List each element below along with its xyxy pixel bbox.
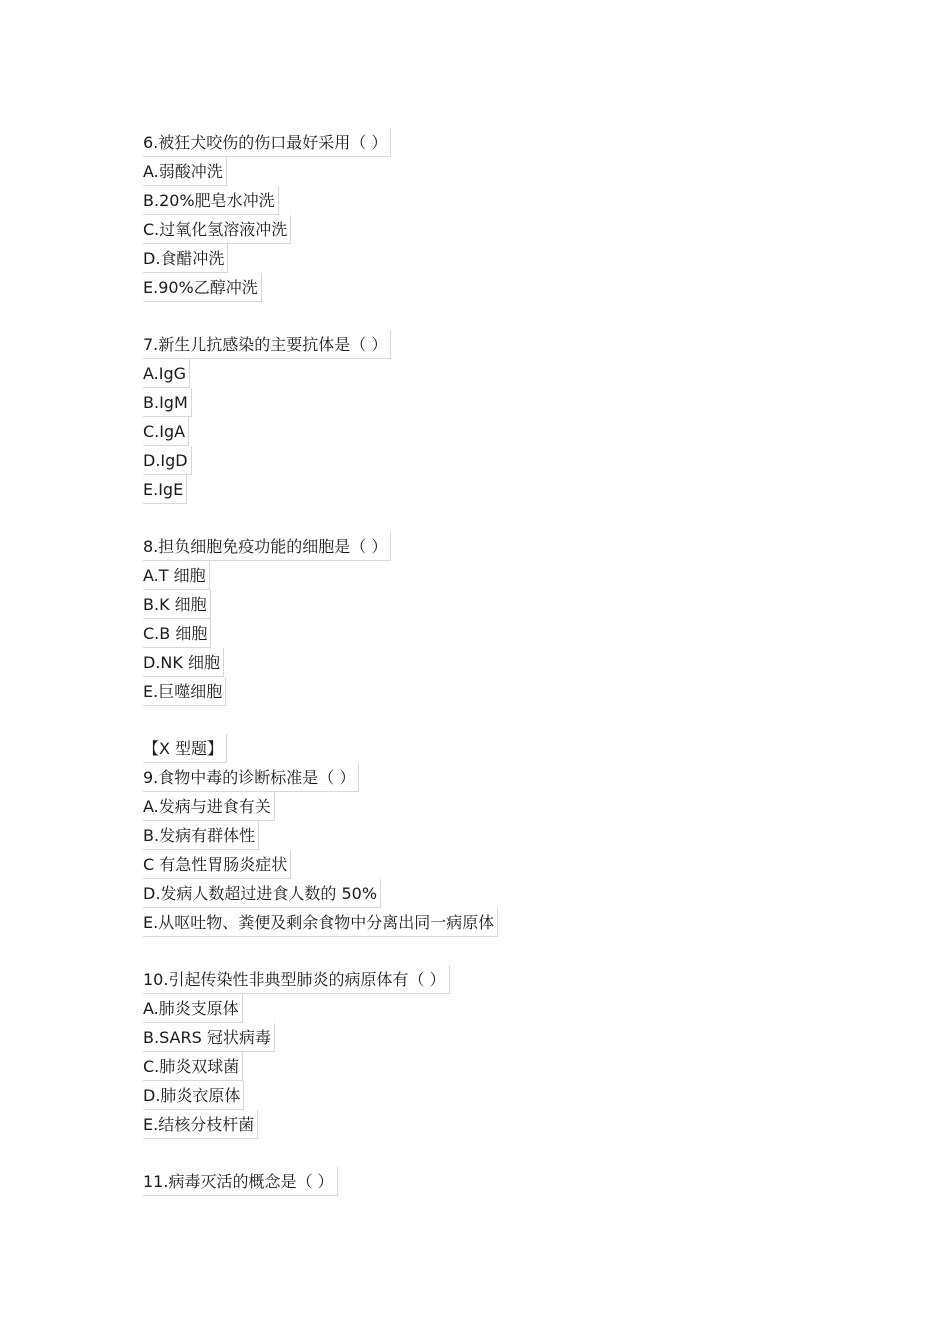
question-stem: 7.新生儿抗感染的主要抗体是（ ） — [143, 330, 391, 359]
option-a: A.IgG — [143, 359, 190, 388]
option-a: A.T 细胞 — [143, 561, 210, 590]
question-8 — [143, 532, 863, 706]
question-9 — [143, 734, 863, 937]
option-d: D.肺炎衣原体 — [143, 1081, 244, 1110]
option-a: A.弱酸冲洗 — [143, 157, 227, 186]
option-c: C.肺炎双球菌 — [143, 1052, 243, 1081]
option-c: C 有急性胃肠炎症状 — [143, 850, 291, 879]
question-stem: 10.引起传染性非典型肺炎的病原体有（ ） — [143, 965, 450, 994]
option-d: D.NK 细胞 — [143, 648, 224, 677]
option-a: A.发病与进食有关 — [143, 792, 275, 821]
option-c: C.过氧化氢溶液冲洗 — [143, 215, 291, 244]
question-11 — [143, 1167, 863, 1196]
question-6 — [143, 128, 863, 302]
document-page — [143, 128, 863, 1196]
option-d: D.IgD — [143, 446, 192, 475]
question-stem: 11.病毒灭活的概念是（ ） — [143, 1167, 338, 1196]
question-10 — [143, 965, 863, 1139]
option-d: D.发病人数超过进食人数的 50% — [143, 879, 381, 908]
option-e: E.90%乙醇冲洗 — [143, 273, 262, 302]
section-heading: 【X 型题】 — [143, 734, 227, 763]
option-e: E.巨噬细胞 — [143, 677, 226, 706]
option-b: B.K 细胞 — [143, 590, 211, 619]
option-b: B.20%肥皂水冲洗 — [143, 186, 279, 215]
option-a: A.肺炎支原体 — [143, 994, 243, 1023]
question-stem: 6.被狂犬咬伤的伤口最好采用（ ） — [143, 128, 391, 157]
option-e: E.从呕吐物、粪便及剩余食物中分离出同一病原体 — [143, 908, 498, 937]
option-e: E.结核分枝杆菌 — [143, 1110, 258, 1139]
option-b: B.发病有群体性 — [143, 821, 259, 850]
question-stem: 8.担负细胞免疫功能的细胞是（ ） — [143, 532, 391, 561]
option-d: D.食醋冲洗 — [143, 244, 228, 273]
option-b: B.IgM — [143, 388, 192, 417]
option-c: C.B 细胞 — [143, 619, 211, 648]
option-b: B.SARS 冠状病毒 — [143, 1023, 275, 1052]
question-7 — [143, 330, 863, 504]
option-e: E.IgE — [143, 475, 187, 504]
question-stem: 9.食物中毒的诊断标准是（ ） — [143, 763, 359, 792]
option-c: C.IgA — [143, 417, 189, 446]
